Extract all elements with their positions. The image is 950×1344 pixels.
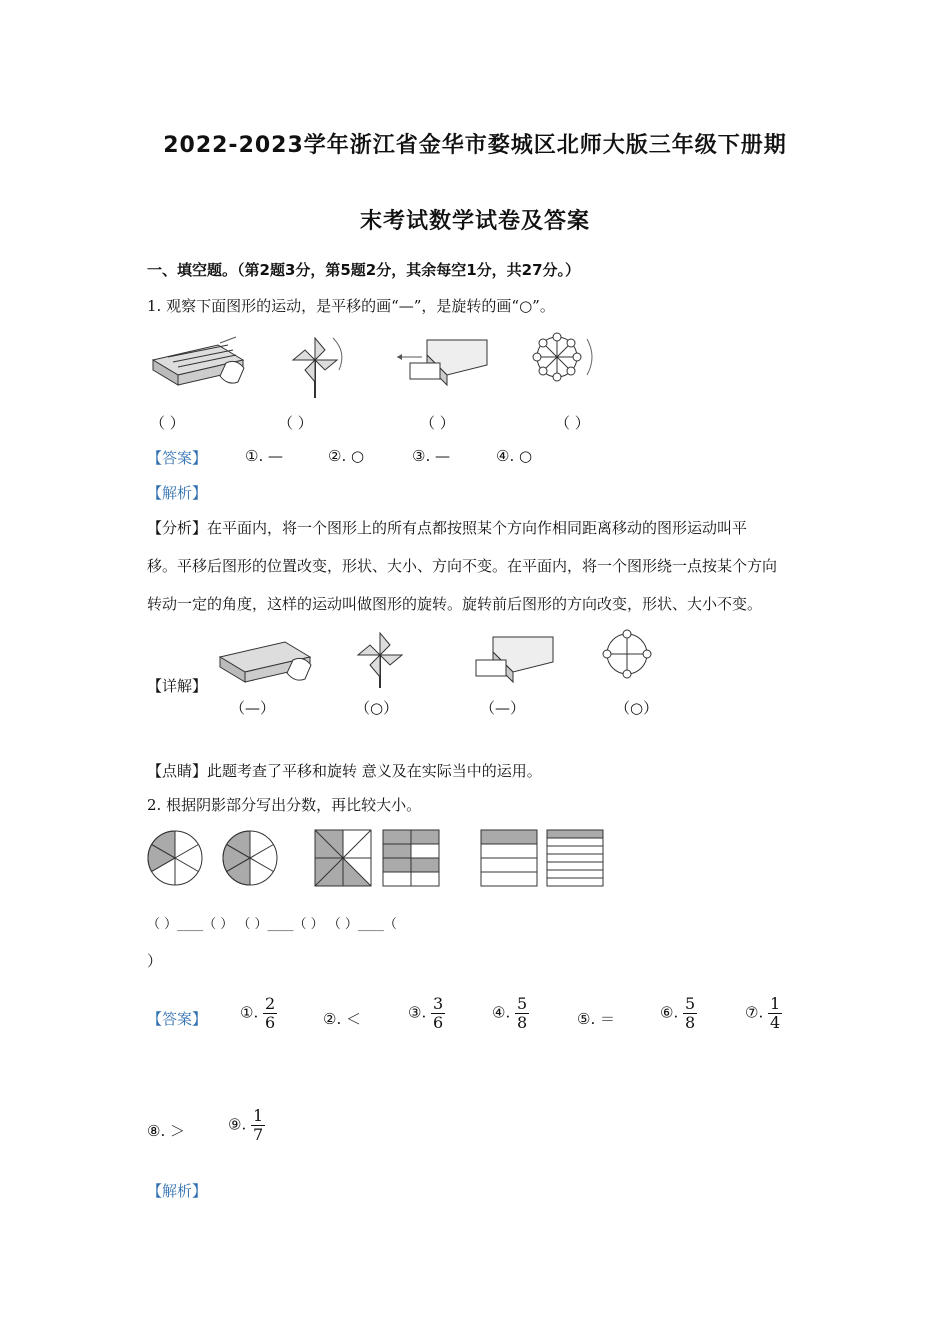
q1-answer-2: ②. ○ xyxy=(328,447,365,465)
q2-answer-label: 【答案】 xyxy=(147,1010,208,1028)
q2-answer-5: ⑤. ＝ xyxy=(577,1010,615,1028)
q2-blank-line[interactable]: （ ）____（ ） （ ）____（ ） （ ）____（ xyxy=(147,917,397,932)
q1-blank-3[interactable]: （ ） xyxy=(420,414,455,432)
q1-blank-1[interactable]: （ ） xyxy=(150,414,185,432)
q2-blank-tail: ） xyxy=(147,952,163,970)
square-fraction-1 xyxy=(315,830,371,886)
q1-detail-label: 【详解】 xyxy=(147,677,208,695)
q1-detail-mark-3: （—） xyxy=(480,699,526,717)
q1-blank-4[interactable]: （ ） xyxy=(555,414,590,432)
q2-answer-3: ③. $\frac{3}{6}$ xyxy=(408,994,444,1032)
rect-fraction-1 xyxy=(481,830,537,886)
q2-analysis-label: 【解析】 xyxy=(147,1182,208,1200)
q1-answer-4: ④. ○ xyxy=(496,447,533,465)
drawer-figure xyxy=(392,335,492,390)
q1-prompt: 1. 观察下面图形的运动，是平移的画“—”，是旋转的画“○”。 xyxy=(147,297,555,315)
ferris-wheel-figure xyxy=(525,325,605,395)
detail-abacus-figure xyxy=(215,632,315,687)
rect-fraction-2 xyxy=(547,830,603,886)
q1-analysis-line2: 移。平移后图形的位置改变，形状、大小、方向不变。在平面内，将一个图形绕一点按某个方向 xyxy=(147,557,778,575)
section-heading: 一、填空题。（第2题3分，第5题2分，其余每空1分，共27分。） xyxy=(147,261,581,279)
q2-answer-8: ⑧. ＞ xyxy=(147,1122,185,1140)
q1-detail-mark-1: （—） xyxy=(230,699,276,717)
q2-prompt: 2. 根据阴影部分写出分数，再比较大小。 xyxy=(147,796,422,814)
q1-analysis-label: 【解析】 xyxy=(147,484,208,502)
circle-fraction-1 xyxy=(148,831,202,885)
pinwheel-figure xyxy=(285,330,355,400)
q2-answer-9: ⑨. $\frac{1}{7}$ xyxy=(228,1106,264,1144)
q2-figures xyxy=(145,828,615,888)
q2-answer-2: ②. ＜ xyxy=(323,1010,361,1028)
q2-answer-1: ①. $\frac{2}{6}$ xyxy=(240,994,276,1032)
page-title-line2: 末考试数学试卷及答案 xyxy=(359,209,590,234)
detail-drawer-figure xyxy=(458,632,558,687)
detail-ferris-wheel-figure xyxy=(595,622,675,692)
q1-blank-2[interactable]: （ ） xyxy=(278,414,313,432)
q1-detail-mark-4: （○） xyxy=(615,699,659,717)
square-fraction-2 xyxy=(383,830,439,886)
q1-answer-3: ③. — xyxy=(412,447,450,465)
circle-fraction-2 xyxy=(223,831,277,885)
detail-pinwheel-figure xyxy=(350,625,420,690)
q1-analysis-line3: 转动一定的角度，这样的运动叫做图形的旋转。旋转前后图形的方向改变，形状、大小不变。 xyxy=(147,595,763,613)
q1-answer-1: ①. — xyxy=(245,447,283,465)
abacus-figure xyxy=(148,335,248,390)
q2-answer-4: ④. $\frac{5}{8}$ xyxy=(492,994,528,1032)
q1-analysis-line1: 【分析】在平面内，将一个图形上的所有点都按照某个方向作相同距离移动的图形运动叫平 xyxy=(147,519,748,537)
q1-detail-mark-2: （○） xyxy=(355,699,399,717)
page-title-line1: 2022-2023学年浙江省金华市婺城区北师大版三年级下册期 xyxy=(163,133,787,158)
q2-answer-7: ⑦. $\frac{1}{4}$ xyxy=(745,994,781,1032)
q2-answer-6: ⑥. $\frac{5}{8}$ xyxy=(660,994,696,1032)
q1-answer-label: 【答案】 xyxy=(147,449,208,467)
q1-comment: 【点睛】此题考查了平移和旋转 意义及在实际当中的运用。 xyxy=(147,762,542,780)
